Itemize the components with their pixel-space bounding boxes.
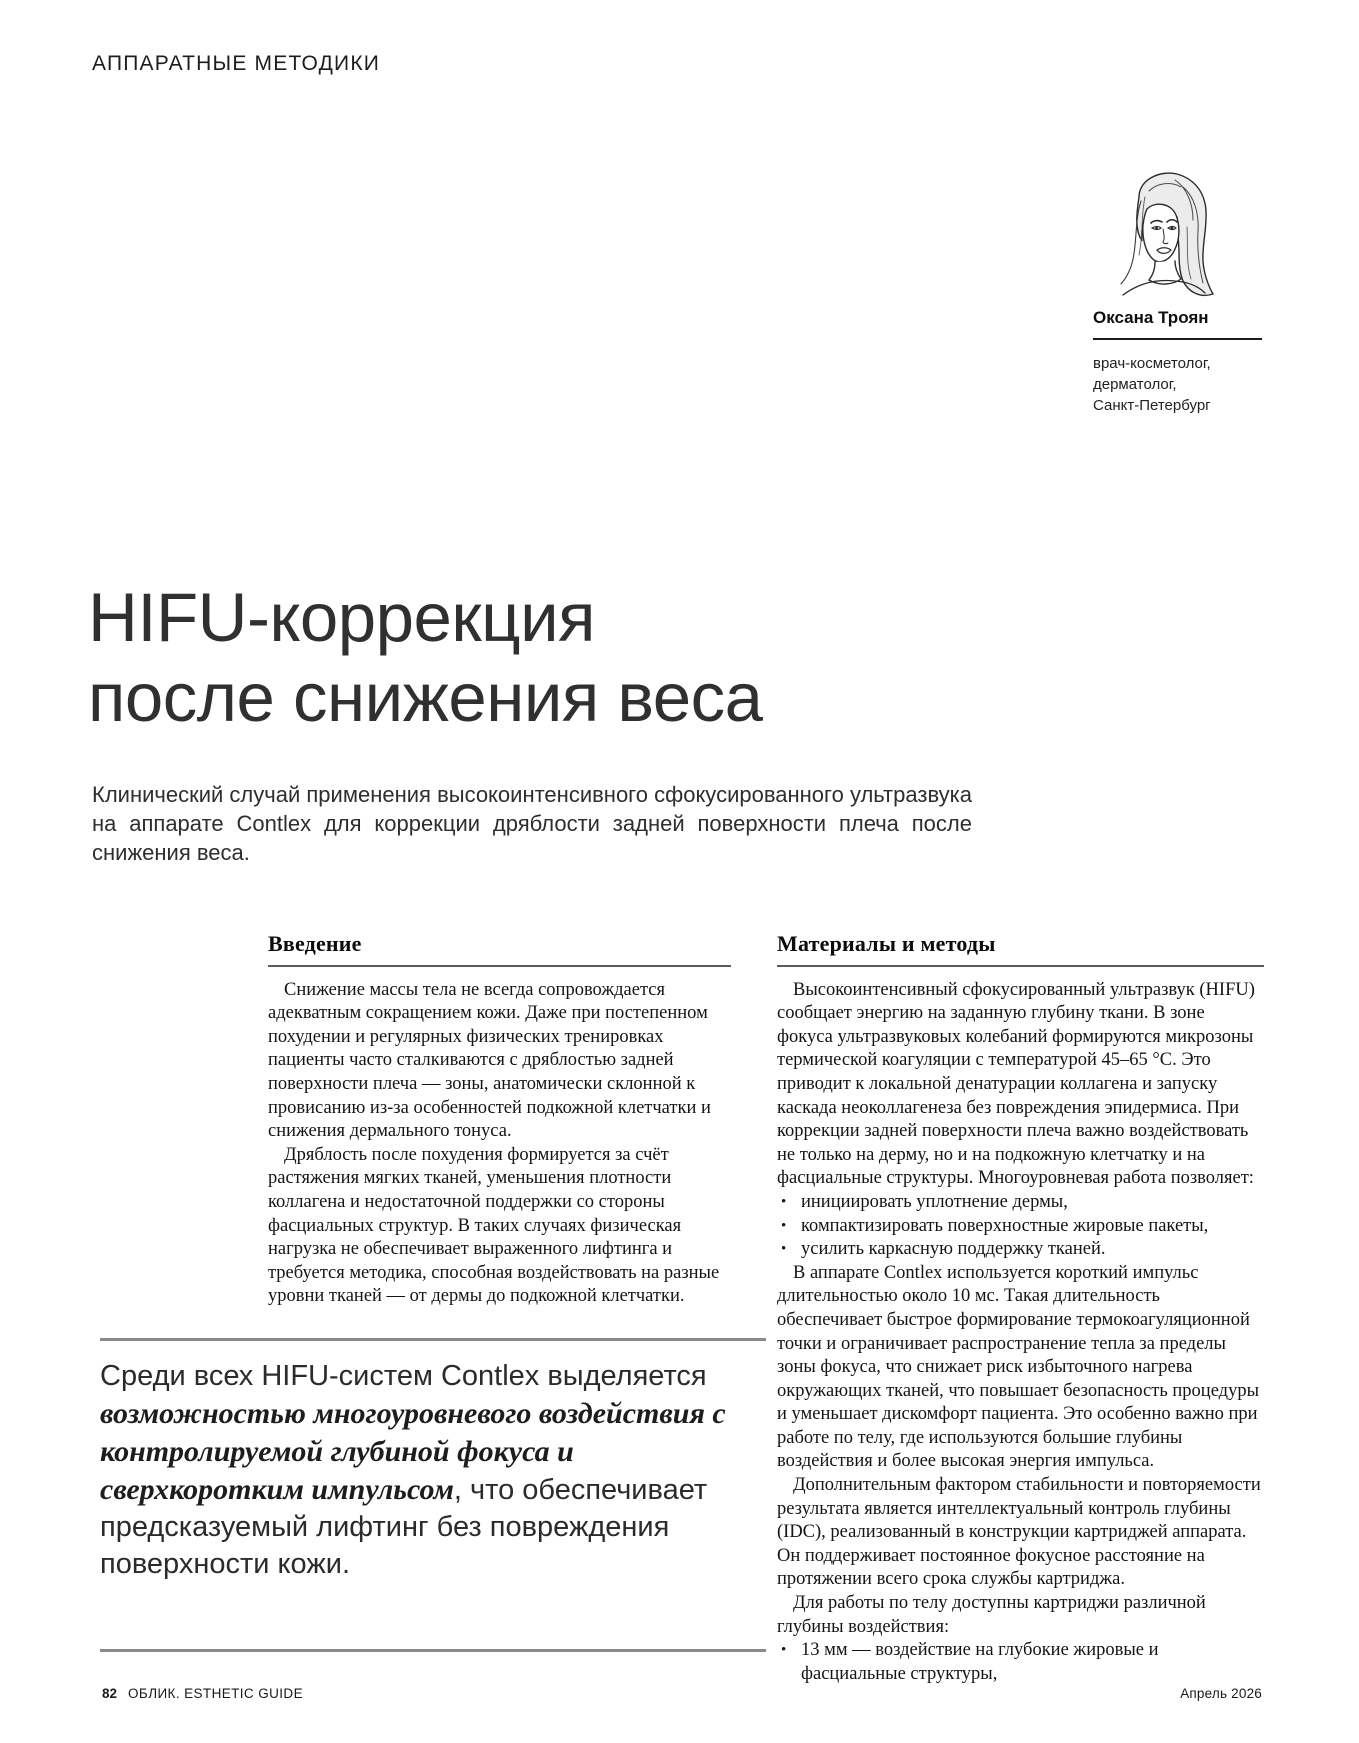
introduction-heading: Введение <box>268 932 731 967</box>
author-divider <box>1093 338 1262 340</box>
author-credential-2: дерматолог, <box>1093 376 1177 393</box>
section-materials-methods <box>777 932 1264 1686</box>
article-title-line2: после снижения веса <box>88 659 763 736</box>
author-block <box>1093 166 1263 416</box>
methods-heading: Материалы и методы <box>777 932 1264 967</box>
article-title-line1: HIFU-коррекция <box>88 579 596 656</box>
pull-quote-text: Среди всех HIFU-систем Contlex выделяется <box>100 1360 707 1392</box>
methods-paragraph-3: Дополнительным фактором стабильности и повторяемости результата является интеллектуальный контроль глубины (IDC), реализованный в конструкции картриджей аппарата. Он поддерживает постоянное фокусное расстояние на протяжении всего срока службы картриджа. <box>777 1475 1261 1590</box>
methods-paragraph-1: Высокоинтенсивный сфокусированный ультразвук (HIFU) сообщает энергию на заданную глубину ткани. В зоне фокуса ультразвуковых колебаний формируются микрозоны термической коагуляции с температурой 45–65 °C. Это приводит к локальной денатурации коллагена и запуску каскада неоколлагенеза без повреждения эпидермиса. При коррекции задней поверхности плеча важно воздействовать не только на дерму, но и на подкожную клетчатку и на фасциальные структуры. Многоуровневая работа позволяет: <box>777 979 1255 1189</box>
intro-paragraph-2: Дряблость после похудения формируется за счёт растяжения мягких тканей, уменьшения плотности коллагена и недостаточной поддержки со стороны фасциальных структур. В таких случаях физическая нагрузка не обеспечивает выраженного лифтинга и требуется методика, способная воздействовать на разные уровни тканей — от дермы до подкожной клетчатки. <box>268 1144 720 1307</box>
article-title <box>88 578 763 738</box>
section-introduction <box>268 932 731 1309</box>
page-footer <box>102 1686 1262 1701</box>
woman-portrait-icon <box>1105 166 1217 300</box>
pull-quote-emphasis: возможностью многоуровневого воздействия с контролируемой глубиной фокуса и сверхкоротким импульсом <box>100 1397 726 1506</box>
methods-paragraph-2: В аппарате Contlex используется короткий импульс длительностью около 10 мс. Такая длительность обеспечивает быстрое формирование термокоагуляционной точки и ограничивает распространение тепла за пределы зоны фокуса, что снижает риск избыточного нагрева окружающих тканей, что повышает безопасность процедуры и уменьшает дискомфорт пациента. Это особенно важно при работе по телу, где используются большие глубины воздействия и более высокая энергия импульса. <box>777 1262 1260 1472</box>
intro-paragraph-1: Снижение массы тела не всегда сопровождается адекватным сокращением кожи. Даже при постепенном похудении и регулярных физических тренировках пациенты часто сталкиваются с дряблостью задней поверхности плеча — зоны, анатомически склонной к провисанию из-за особенностей подкожной клетчатки и снижения дермального тонуса. <box>268 979 711 1142</box>
page-number: 82 <box>102 1686 118 1701</box>
issue-date: Апрель 2026 <box>1180 1686 1262 1701</box>
footer-left <box>102 1686 303 1701</box>
methods-bullet-list <box>777 1191 1264 1262</box>
author-name: Оксана Троян <box>1093 308 1209 327</box>
list-item: • усилить каркасную поддержку тканей. <box>777 1238 1264 1262</box>
pull-quote <box>100 1338 766 1652</box>
cartridge-depth-list <box>777 1639 1264 1686</box>
magazine-name: ОБЛИК. ESTHETIC GUIDE <box>128 1686 303 1701</box>
list-item: • инициировать уплотнение дермы, <box>777 1191 1264 1215</box>
author-credential-1: врач-косметолог, <box>1093 355 1211 372</box>
pull-quote-text: , что обеспечивает предсказуемый лифтинг без повреждения поверхности кожи. <box>100 1474 708 1580</box>
author-credential-3: Санкт-Петербург <box>1093 397 1211 414</box>
list-item: • 13 мм — воздействие на глубокие жировые и фасциальные структуры, <box>777 1639 1264 1686</box>
section-eyebrow: АППАРАТНЫЕ МЕТОДИКИ <box>92 52 381 75</box>
author-portrait-illustration <box>1105 166 1217 300</box>
article-lead: Клинический случай применения высокоинтенсивного сфокусированного ультразвука на аппарате Contlex для коррекции дряблости задней поверхности плеча после снижения веса. <box>92 782 972 865</box>
list-item: • компактизировать поверхностные жировые пакеты, <box>777 1215 1264 1239</box>
methods-paragraph-4: Для работы по телу доступны картриджи различной глубины воздействия: <box>777 1593 1206 1637</box>
